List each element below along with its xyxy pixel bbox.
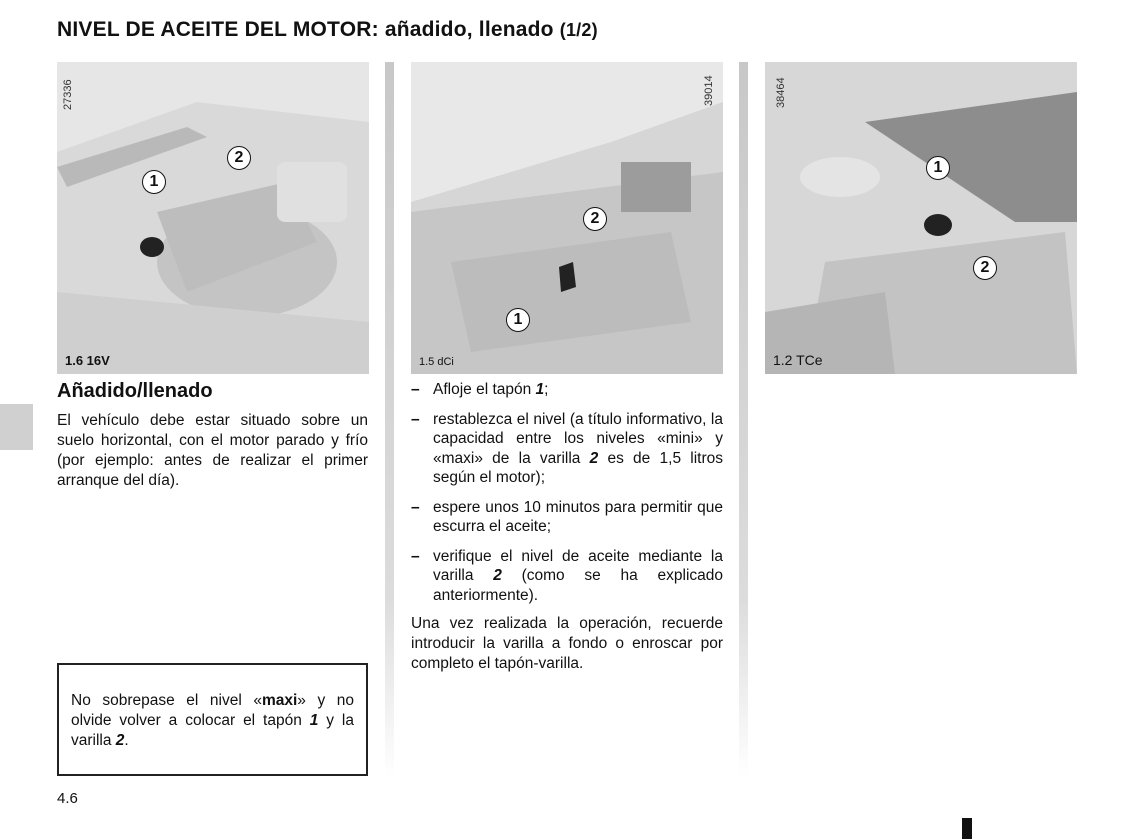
- list-dash: –: [411, 410, 420, 428]
- step-text: es de 1,5 litros según el motor);: [433, 449, 723, 486]
- step-ref: 2: [493, 567, 502, 584]
- section-heading: Añadido/llenado: [57, 380, 213, 402]
- list-item: [411, 547, 723, 606]
- step-text: espere unos 10 minutos para permitir que escurra el aceite;: [433, 498, 723, 535]
- list-dash: –: [411, 547, 420, 565]
- step-ref: 2: [589, 449, 599, 467]
- note-ref-2: 2: [115, 732, 125, 749]
- callout-1: 1: [506, 308, 530, 332]
- image-code: 38464: [775, 77, 787, 108]
- engine-photo-1-6: [57, 62, 369, 374]
- note-text: » y no olvide volver a colocar el tapón: [71, 692, 354, 729]
- section-tab: [0, 404, 33, 450]
- steps-list: [411, 380, 723, 615]
- list-dash: –: [411, 498, 420, 516]
- callout-2: 2: [227, 146, 251, 170]
- callout-2: 2: [583, 207, 607, 231]
- engine-photo-1-2: [765, 62, 1077, 374]
- engine-photo-1-5: [411, 62, 723, 374]
- engine-illustration-1: [57, 62, 369, 374]
- list-item: [411, 380, 723, 400]
- column-divider-2: [739, 62, 748, 778]
- step-text: ;: [544, 381, 549, 398]
- note-text: y la varilla: [71, 712, 354, 749]
- page-title: [57, 18, 598, 42]
- engine-illustration-3: [765, 62, 1077, 374]
- callout-1: 1: [142, 170, 166, 194]
- engine-illustration-2: [411, 62, 723, 374]
- list-dash: –: [411, 381, 420, 398]
- list-item: [411, 498, 723, 537]
- closing-paragraph: Una vez realizada la operación, recuerde introducir la varilla a fondo o enroscar por completo el tapón-varilla.: [411, 615, 723, 672]
- callout-2: 2: [973, 256, 997, 280]
- intro-paragraph: El vehículo debe estar situado sobre un suelo horizontal, con el motor parado y frío (por ejemplo: antes de realizar el primer arranque del día).: [57, 412, 368, 489]
- title-main: NIVEL DE ACEITE DEL MOTOR: añadido, llenado: [57, 18, 554, 41]
- engine-caption: 1.2 TCe: [773, 352, 823, 368]
- note-text: No sobrepase el nivel «: [71, 692, 262, 709]
- step-ref: 1: [535, 381, 545, 398]
- callout-1: 1: [926, 156, 950, 180]
- engine-caption: 1.6 16V: [65, 353, 110, 368]
- column-divider-1: [385, 62, 394, 778]
- engine-caption: 1.5 dCi: [419, 356, 454, 368]
- note-text: .: [124, 732, 129, 749]
- page-edge-mark: [962, 818, 972, 839]
- note-ref-1: 1: [309, 712, 319, 729]
- image-code: 27336: [62, 79, 74, 110]
- step-text: restablezca el nivel (a título informativo, la capacidad entre los niveles «mini» y «maxi» de la varilla: [433, 410, 723, 467]
- warning-note: [57, 663, 368, 776]
- title-page-of: (1/2): [559, 20, 598, 40]
- list-item: [411, 410, 723, 488]
- page-number: 4.6: [57, 790, 78, 807]
- step-text: Afloje el tapón: [433, 381, 536, 398]
- image-code: 39014: [703, 75, 715, 106]
- step-text: (como se ha explicado anteriormente).: [433, 567, 723, 604]
- note-maxi: maxi: [261, 692, 298, 709]
- step-text: verifique el nivel de aceite mediante la varilla: [433, 547, 723, 584]
